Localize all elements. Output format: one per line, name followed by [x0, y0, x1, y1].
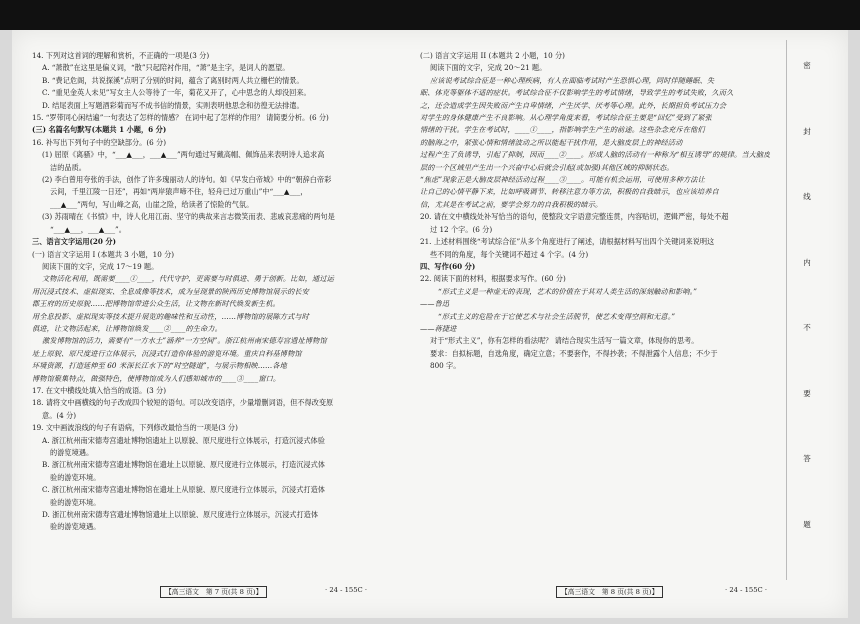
left-text-line: 17. 在文中横线处填入恰当的成语。(3 分) [32, 385, 166, 395]
right-text-line: 过 12 个字。(6 分) [430, 224, 493, 234]
left-footer [160, 586, 267, 596]
left-text-line: B. 浙江杭州南宋德寿宫遗址博物馆在遗址上以原貌、原尺度进行立体展示，打造沉浸式体 [42, 460, 325, 470]
left-text-line: ___▲___”两句，写山峰之高，山崖之险，给读者了惊险的气氛。 [50, 199, 254, 209]
left-text-line: 用全息投影、虚拟现实等技术提升展览的趣味性和互动性，……博物馆的展陈方式与时 [32, 311, 309, 321]
left-text-line: 博物馆聚集特点，做强特色，使博物馆成为人们感知城市的____③____窗口。 [32, 373, 281, 383]
seal-line-notice [800, 60, 814, 530]
left-text-line: 三、语言文字运用(20 分) [32, 237, 116, 247]
seal-line-char: 内 [803, 257, 811, 267]
seal-line-char: 封 [803, 126, 811, 136]
left-text-line: (3) 苏雨晴在《书愤》中，诗人化用江南、坚守的典故来言志微笑而表、悲戚哀悲痛的两句是 [42, 212, 335, 222]
left-text-line: 意。(4 分) [42, 410, 77, 420]
right-text-line: 眠、体克等躯体不适的症状。考试综合征不仅影响学生的考试情绪，导致学生的考试失败，久而久 [420, 88, 734, 98]
left-text-line: 18. 请将文中画横线的句子改成四个较短的语句。可以改变语序，少量增删词语，但不得改变原 [32, 398, 334, 408]
left-text-line: 阅读下面的文字，完成 17～19 题。 [42, 261, 159, 271]
left-text-line: 环境资源，打造延伸至 60 米深长江水下的“时空隧道”，与展示物相映……各地 [32, 361, 287, 371]
left-text-line: 激发博物馆的活力，需要有“一方水土”涵养“一方空间”。浙江杭州南宋德寿宫遗址博物馆 [42, 336, 327, 346]
left-text-line: A. 浙江杭州南宋德寿宫遗址博物馆遗址上以原貌、原尺度进行立体展示，打造沉浸式体验 [42, 435, 325, 445]
right-text-line: 对于“形式主义”，你有怎样的看法呢？ 请结合现实生活写一篇文章，体现你的思考。 [430, 336, 699, 346]
right-text-line: (二) 语言文字运用 II (本题共 2 小题，10 分) [420, 51, 565, 60]
left-text-line: 文物活化利用，既需要____①____，代代守护，更需要与时俱进、勇于创新。比如，通过运 [42, 274, 334, 284]
left-text-line: 洁的品质。 [50, 162, 86, 172]
right-text-line: 21. 上述材料围绕“考试综合征”从多个角度进行了阐述，请根据材料写出四个关键词来说明这 [420, 237, 715, 247]
right-text-line: 让自己的心情平静下来，比如呼吸调节、转移注意力等方法，积极的自我暗示，也应该培养自 [420, 187, 719, 197]
right-text-line: “焦虑”现象正是大脑皮层神经活动过程____③____。可能有机会运用，可使用多种方法让 [420, 175, 705, 185]
right-text-line: 应该说考试综合征是一种心理疾病，有人在面临考试时产生恐惧心理，同时伴随睡眠、失 [430, 75, 715, 85]
left-text-line: (一) 语言文字运用 I (本题共 3 小题，10 分) [32, 249, 175, 259]
right-text-line: “形式主义的危险在于它使艺术与社会生活脱节，使艺术变得空洞和无意。” [438, 311, 676, 321]
left-text-line: C. “重见金英人未见”写女主人公等待了一年，菊花又开了，心中思念的人却没回来。 [42, 88, 311, 98]
left-text-line: 14. 下列对这首词的理解和赏析，不正确的一项是(3 分) [32, 51, 210, 60]
left-text-line: D. 结尾表面上写题酒彩菊而写不成书信的情景，实则表明他思念和彷徨无法排遣。 [42, 100, 304, 110]
right-text-line: 过程产生了负诱导，引起了抑制，因而____②____。形成人脑的活动有一种称为“相互诱导”的规律。当大脑皮 [420, 150, 770, 160]
right-text-line: 800 字。 [430, 361, 461, 371]
left-text-line: 19. 文中画波浪线的句子有语病，下列修改最恰当的一项是(3 分) [32, 423, 238, 433]
right-text-line: 信，尤其是在考试之前，要学会努力的自我积极的暗示。 [420, 199, 603, 209]
seal-line [786, 40, 787, 580]
right-footer [556, 586, 663, 596]
scanner-top-bar [0, 0, 860, 30]
right-text-line: “形式主义是一种虚无的表现，艺术的价值在于其对人类生活的深刻触动和影响。” [438, 286, 698, 296]
left-text-line: 郡王府的历史原貌……把博物馆带进公众生活，让文物在新时代焕发新生机。 [32, 299, 280, 309]
right-text-line: 20. 请在文中横线处补写恰当的语句，使整段文字语意完整连贯，内容贴切，逻辑严密，每处不超 [420, 212, 729, 222]
right-text-line: ——鲁迅 [420, 299, 450, 309]
right-text-line: 四、写作(60 分) [420, 261, 476, 271]
left-text-line: 验的游览环境。 [50, 472, 101, 482]
left-text-line: 15. “罗带同心闲结遍”一句表达了怎样的情感？ 在词中起了怎样的作用？ 请简要分析。(6 分) [32, 113, 329, 123]
left-text-line: (2) 李白曾用夸张的手法，创作了许多瑰丽动人的诗句。如《早发白帝城》中的“朝辞白帝彩 [42, 175, 332, 185]
seal-line-char: 线 [803, 192, 811, 202]
seal-line-char: 题 [803, 519, 811, 529]
right-text-line: 些不同的角度，每个关键词不超过 4 个字。(4 分) [430, 249, 589, 259]
seal-line-char: 密 [803, 61, 811, 70]
left-text-line: 址上原貌、原尺度进行立体展示，沉浸式打造你体验的游览环境。重庆自科基博物馆 [32, 348, 302, 358]
left-text-line: “___▲___，___▲___”。 [50, 224, 126, 234]
seal-line-char: 要 [803, 388, 811, 398]
right-text-line: 22. 阅读下面的材料，根据要求写作。(60 分) [420, 274, 566, 284]
right-text-line: 要求：自拟标题，自选角度，确定立意；不要套作，不得抄袭；不得泄露个人信息；不少于 [430, 348, 718, 358]
right-text-line: 情绪的干扰。学生在考试时，____①____，指影响学生产生的前途。这些杂念充斥在他们 [420, 125, 705, 135]
right-text-line: 之，还会造成学生因失败而产生自卑情绪，产生厌学、厌考等心理。此外，长期担负考试压力会 [420, 100, 727, 110]
left-text-line: 的游览境遇。 [50, 448, 94, 457]
right-text-line: 的脑海之中，紧张心情和情绪波动之所以能起干扰作用，是大脑皮层上的神经活动 [420, 137, 683, 147]
left-text-line: 验的游览环境。 [50, 497, 101, 507]
left-page-number: 【高三语文 第 7 页(共 8 页)】 [160, 586, 267, 598]
left-text-line: 16. 补写出下列句子中的空缺部分。(6 分) [32, 137, 166, 147]
right-text-line: 阅读下面的文字，完成 20～21 题。 [430, 63, 547, 73]
left-text-line: 验的游览境遇。 [50, 522, 101, 532]
left-text-line: (1) 屈原《离骚》中，“___▲___，___▲___”两句通过写戴高帽、佩饰品来表明诗人追求高 [42, 150, 325, 160]
right-text-line: ——蒋捷进 [420, 323, 457, 333]
right-page-column [420, 50, 770, 373]
left-text-line: A. “萧散”在这里是偏义词，“散”只起陪衬作用，“萧”是主字，是词人的愿望。 [42, 63, 290, 73]
left-text-line: 俱进，让文物活起来，让博物馆焕发____②____的生命力。 [32, 323, 222, 333]
left-text-line: C. 浙江杭州南宋德寿宫遗址博物馆在遗址上从原貌、原尺度进行立体展示，沉浸式打造体 [42, 485, 325, 495]
seal-line-char: 不 [803, 323, 811, 333]
right-text-line: 层的一个区域里产生出一个兴奋中心后就会引起(或加强)其他区域的抑制状态。 [420, 162, 674, 172]
left-text-line: B. “费记危阁，共说探溪”点明了分别的时间，蕴含了离别时两人共立栅栏的情景。 [42, 75, 304, 85]
left-page-column [32, 50, 382, 534]
left-text-line: 用沉浸式技术、虚拟现实、全息成像等技术，成为呈现景的陕西历史博物馆展示的长安 [32, 286, 309, 296]
left-text-line: D. 浙江杭州南宋德寿宫遗址博物馆遗址上以原貌、原尺度进行立体展示，沉浸式打造体 [42, 510, 319, 520]
right-footer-code: · 24 - 155C · [725, 586, 768, 594]
left-footer-code: · 24 - 155C · [325, 586, 368, 594]
left-text-line: 云间，千里江陵一日还”，再如“两岸猿声啼不住，轻舟已过万重山”中“___▲___， [50, 187, 308, 197]
right-page-number: 【高三语文 第 8 页(共 8 页)】 [556, 586, 663, 598]
left-text-line: (三) 名篇名句默写(本题共 1 小题，6 分) [32, 125, 167, 135]
seal-line-char: 答 [803, 454, 811, 464]
right-text-line: 对学生的身体健康产生不良影响。从心理学角度来看，考试综合征主要是“回忆”受到了紧张 [420, 113, 712, 123]
